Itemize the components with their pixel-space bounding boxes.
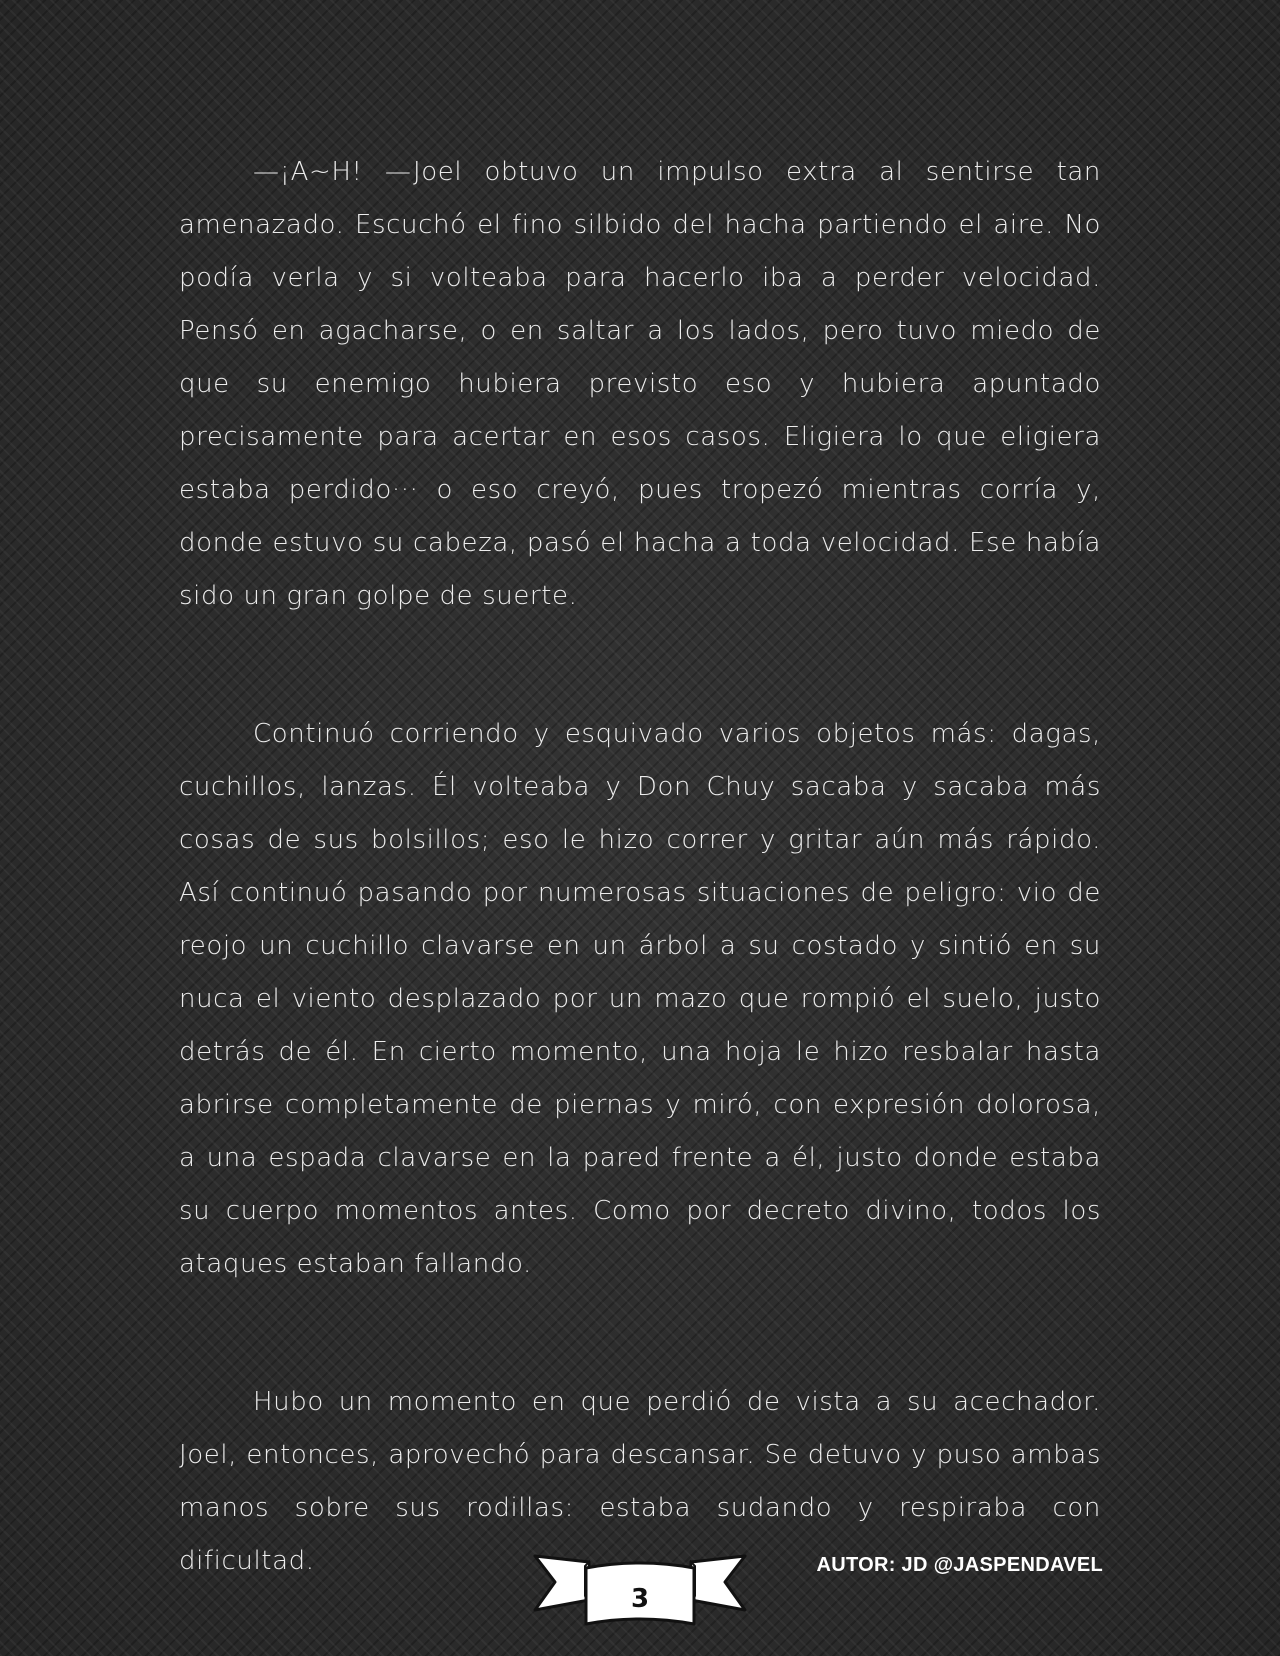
author-credit: AUTOR: JD @JASPENDAVEL: [816, 1554, 1103, 1576]
page-body: [179, 146, 1101, 1588]
ribbon-left-tail: [535, 1556, 589, 1610]
paragraph-gap: [179, 1291, 1101, 1376]
page-number: 3: [630, 1584, 650, 1614]
ribbon-right-tail: [691, 1556, 745, 1610]
paragraph-1: —¡A~H! —Joel obtuvo un impulso extra al sentirse tan amenazado. Escuchó el fino silbido del hacha partiendo el aire. No podía verla y si volteaba para hacerlo iba a perder velocidad. Pensó en agacharse, o en saltar a los lados, pero tuvo miedo de que su enemigo hubiera previsto eso y hubiera apuntado precisamente para acertar en esos casos. Eligiera lo que eligiera estaba perdido··· o eso creyó, pues tropezó mientras corría y, donde estuvo su cabeza, pasó el hacha a toda velocidad. Ese había sido un gran golpe de suerte.: [179, 157, 1101, 611]
paragraph-gap: [179, 623, 1101, 708]
paragraph-2: Continuó corriendo y esquivado varios objetos más: dagas, cuchillos, lanzas. Él volteaba y Don Chuy sacaba y sacaba más cosas de sus bolsillos; eso le hizo correr y gritar aún más rápido. Así continuó pasando por numerosas situaciones de peligro: vio de reojo un cuchillo clavarse en un árbol a su costado y sintió en su nuca el viento desplazado por un mazo que rompió el suelo, justo detrás de él. En cierto momento, una hoja le hizo resbalar hasta abrirse completamente de piernas y miró, con expresión dolorosa, a una espada clavarse en la pared frente a él, justo donde estaba su cuerpo momentos antes. Como por decreto divino, todos los ataques estaban fallando.: [179, 719, 1101, 1279]
paragraph-3: Hubo un momento en que perdió de vista a su acechador. Joel, entonces, aprovechó para descansar. Se detuvo y puso ambas manos sobre sus rodillas: estaba sudando y respiraba con dificultad.: [179, 1387, 1101, 1576]
